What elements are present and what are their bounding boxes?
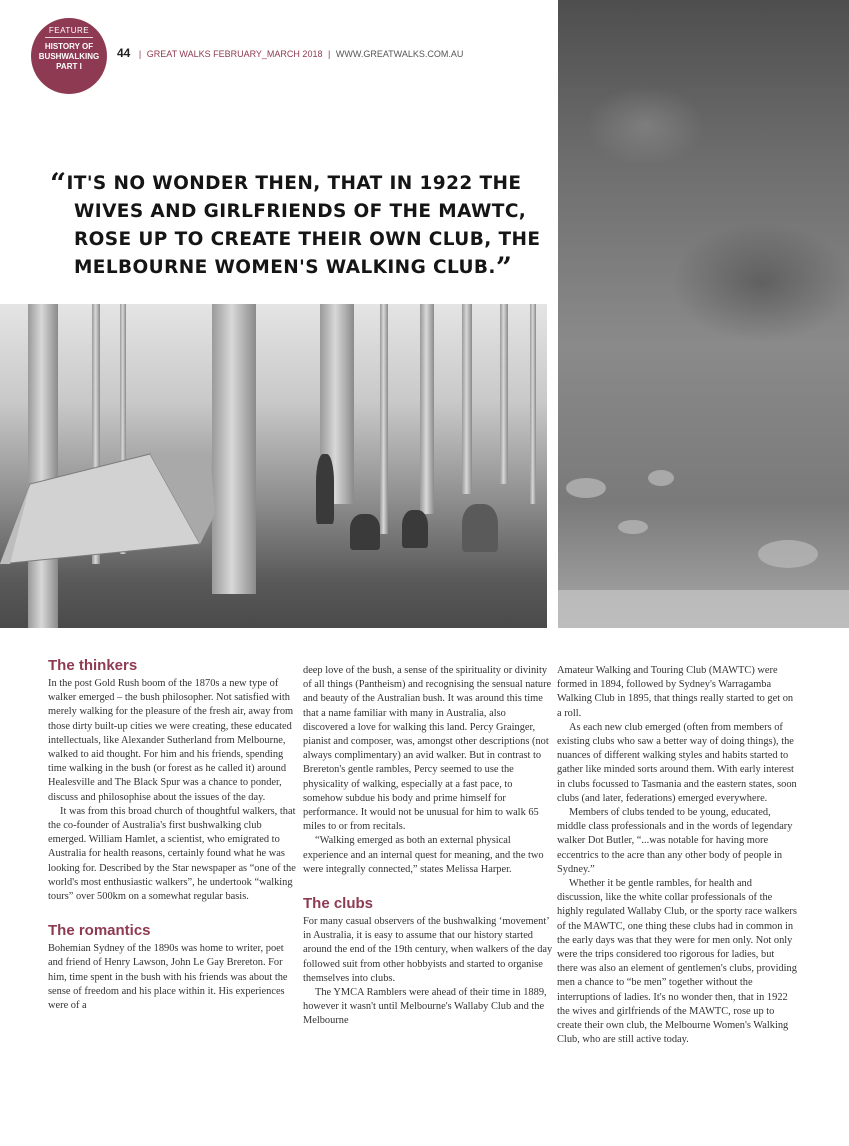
magazine-url: WWW.GREATWALKS.COM.AU (335, 49, 464, 59)
paragraph: deep love of the bush, a sense of the spirituality or divinity of all things (Pantheism) and recognising the sensual nature and beauty of the Australian bush. It was around this time that a name familiar with many in Australia, also discovered a love for walking this land. Percy Grainger, pianist and composer, was, amongst other descriptions (not always complimentary) an avid walker. But in contrast to Brereton's gentle rambles, Percy seemed to use the physicality of walking, especially at a fast pace, to somehow subdue his body and prime himself for performance. It would not be unusual for him to walk 65 miles to or from recitals. (303, 665, 552, 833)
article-column-2 (303, 664, 553, 1029)
pull-quote-line-3: ROSE UP TO CREATE THEIR OWN CLUB, THE (74, 229, 541, 250)
pull-quote-line-2: WIVES AND GIRLFRIENDS OF THE MAWTC, (74, 201, 527, 222)
heading-the-thinkers: The thinkers (48, 657, 138, 674)
header-separator: | (327, 49, 331, 59)
badge-title-line: BUSHWALKING (38, 52, 100, 61)
paragraph: “Walking emerged as both an external physical experience and an internal quest for meaning, and the two were integrally connected,” states Melissa Harper. (303, 835, 544, 875)
magazine-issue: GREAT WALKS FEBRUARY_MARCH 2018 (146, 49, 323, 59)
heading-the-romantics: The romantics (48, 922, 151, 940)
paragraph: Bohemian Sydney of the 1890s was home to writer, poet and friend of Henry Lawson, John Le Gay Brereton. For him, time spent in the bush with his friends was about the sense of freedom and his place within it. His experiences were of a (48, 943, 288, 1012)
heading-the-clubs: The clubs (303, 895, 374, 913)
badge-title-line: HISTORY OF (44, 42, 94, 51)
bush-camp-photo (0, 304, 547, 628)
pull-quote (50, 167, 550, 284)
badge-feature-label: FEATURE (45, 26, 93, 38)
running-header (117, 46, 463, 60)
paragraph: It was from this broad church of thoughtful walkers, that the co-founder of Australia's first bushwalking club emerged. William Hamlet, a scientist, who emigrated to Australia for health reasons, certainly found what he was looking for. Described by the Star newspaper as “one of the world's most enthusiastic walkers”, he undertook “walking tours” over 500km on a somewhat regular basis. (48, 805, 296, 903)
pull-quote-line-1: “IT'S NO WONDER THEN, THAT IN 1922 THE (50, 167, 522, 200)
tent-illustration (0, 394, 220, 574)
paragraph: Whether it be gentle rambles, for health and discussion, like the white collar professionals of the highly regulated Wallaby Club, or the sporty race walkers of the MAWTC, one thing these clubs had in common in the early days was that they were for men only. Not only were the trips considered too rigorous for ladies, but there was also an element of gentlemen's clubs, providing men a chance to “be men” together without the interruptions of ladies. It's no wonder then, that in 1922 the wives and girlfriends of the MAWTC, rose up to create their own club, the Melbourne Women's Walking Club, who are still active today. (557, 878, 797, 1046)
badge-title-line: PART I (56, 62, 82, 71)
article-column-1 (48, 657, 298, 1013)
page-number: 44 (117, 46, 131, 60)
close-quote-mark: ” (495, 251, 513, 284)
open-quote-mark: “ (50, 167, 67, 200)
article-column-3 (557, 664, 797, 1047)
badge-series-title (35, 42, 103, 72)
paragraph: In the post Gold Rush boom of the 1870s a new type of walker emerged – the bush philosopher. Not satisfied with merely walking for the pleasure of the fresh air, away from those dirty built-up cities we were creating, these educated intellectuals, like Alexander Sutherland from Melbourne, walked to aid thought. For him and his friends, spending time walking in the bush (or forest as he called it) around Healesville and The Black Spur was a chance to ponder, discuss and philosophise about the issues of the day. (48, 678, 294, 803)
paragraph: The YMCA Ramblers were ahead of their time in 1889, however it wasn't until Melbourne's Wallaby Club and the Melbourne (303, 987, 547, 1027)
rocky-bush-photo (558, 0, 849, 628)
paragraph: Members of clubs tended to be young, educated, middle class professionals and in the words of legendary walker Dot Butler, “...was notable for having more eccentrics to the acre than any other body of people in Sydney.” (557, 807, 793, 875)
paragraph: For many casual observers of the bushwalking ‘movement’ in Australia, it is easy to assume that our history started around the end of the 19th century, when walkers of the day followed suit from other hobbyists and started to organise themselves into clubs. (303, 916, 553, 984)
paragraph: Amateur Walking and Touring Club (MAWTC) were formed in 1894, followed by Sydney's Warragamba Walking Club in 1895, that things really started to get on a roll. (557, 665, 794, 719)
header-separator: | (138, 49, 142, 59)
feature-badge (31, 18, 107, 94)
paragraph: As each new club emerged (often from members of existing clubs who saw a better way of doing things), the nuances of different walking styles and habits started to gather like minded sorts around them. With early interest in clubs focussed to Tasmania and the eastern states, soon clubs (and later, federations) emerged everywhere. (557, 721, 797, 804)
pull-quote-line-4: MELBOURNE WOMEN'S WALKING CLUB.” (74, 251, 513, 284)
